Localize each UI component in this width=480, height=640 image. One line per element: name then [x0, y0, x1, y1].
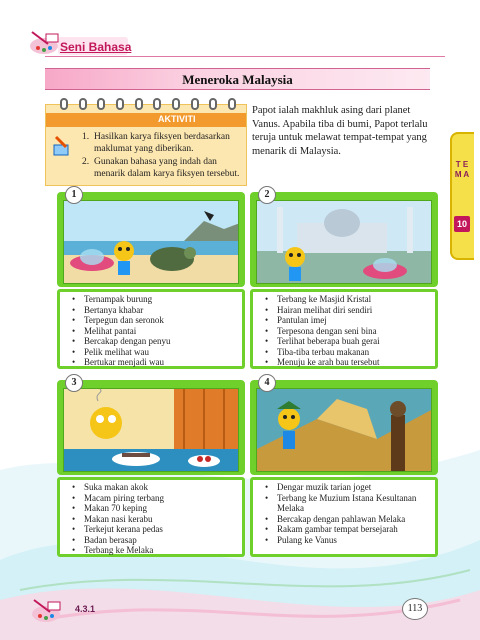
ring-icon: [135, 98, 143, 110]
art-palette-icon: [28, 28, 64, 56]
section-label: Seni Bahasa: [60, 40, 132, 54]
list-item: • Terpesona dengan seni bina: [265, 326, 431, 337]
activity-item-text: Hasilkan karya fiksyen berdasarkan maklumat yang diberikan.: [94, 132, 230, 154]
story-panel-2: [250, 189, 438, 372]
list-item: • Macam piring terbang: [72, 493, 238, 504]
page-number: 113: [402, 598, 428, 620]
list-item: • Terbang ke Masjid Kristal: [265, 294, 431, 305]
panel-bullets: [250, 289, 438, 369]
tema-tab[interactable]: [450, 132, 474, 260]
activity-item-number: 1.: [82, 132, 90, 142]
standard-code: 4.3.1: [75, 604, 96, 614]
list-item: • Terlihat beberapa buah gerai: [265, 336, 431, 347]
panel-number: 4: [258, 374, 276, 392]
panel-bullets: [57, 289, 245, 369]
ring-icon: [153, 98, 161, 110]
list-item: • Pantulan imej: [265, 315, 431, 326]
notebook-rings: [60, 98, 236, 110]
panel-number: 3: [65, 374, 83, 392]
list-item: • Terbang ke Melaka: [72, 545, 238, 556]
art-palette-icon: [30, 596, 66, 624]
list-item: • Bercakap dengan penyu: [72, 336, 238, 347]
tema-label: T E M A: [454, 160, 470, 179]
list-item: • Terkejut kerana pedas: [72, 524, 238, 535]
list-item: • Bertanya khabar: [72, 305, 238, 316]
tema-number: 10: [454, 216, 470, 232]
activity-heading-bar: [46, 113, 246, 127]
activity-item-number: 2.: [82, 157, 90, 167]
header-divider: [45, 56, 445, 57]
ring-icon: [97, 98, 105, 110]
list-item: • Ternampak burung: [72, 294, 238, 305]
activity-item: [82, 131, 242, 155]
panel-illustration-beach: [63, 200, 239, 284]
list-item: • Bertukar menjadi wau: [72, 357, 238, 368]
ring-icon: [209, 98, 217, 110]
panel-illustration-museum: [256, 388, 432, 472]
story-panel-4: [250, 377, 438, 560]
list-item: • Suka makan akok: [72, 482, 238, 493]
story-panel-1: [57, 189, 245, 372]
page-title: Meneroka Malaysia: [182, 72, 293, 87]
panel-bullets: [57, 477, 245, 557]
list-item: • Makan 70 keping: [72, 503, 238, 514]
ring-icon: [191, 98, 199, 110]
story-panel-3: [57, 377, 245, 560]
ring-icon: [116, 98, 124, 110]
list-item: • Badan berasap: [72, 535, 238, 546]
activity-box: [45, 104, 247, 186]
panel-illustration-mosque: [256, 200, 432, 284]
list-item: • Dengar muzik tarian joget: [265, 482, 431, 493]
list-item: • Makan nasi kerabu: [72, 514, 238, 525]
list-item: • Terpegun dan seronok: [72, 315, 238, 326]
pencil-icon: [52, 135, 70, 157]
panel-number: 1: [65, 186, 83, 204]
activity-heading: AKTIVITI: [158, 114, 196, 124]
ring-icon: [228, 98, 236, 110]
ring-icon: [79, 98, 87, 110]
panel-illustration-food: [63, 388, 239, 472]
activity-item-text: Gunakan bahasa yang indah dan menarik dalam karya fiksyen tersebut.: [94, 157, 240, 179]
ring-icon: [60, 98, 68, 110]
list-item: • Tiba-tiba terbau makanan: [265, 347, 431, 358]
list-item: • Hairan melihat diri sendiri: [265, 305, 431, 316]
list-item: • Pelik melihat wau: [72, 347, 238, 358]
list-item: • Bercakap dengan pahlawan Melaka: [265, 514, 431, 525]
activity-list: [82, 131, 242, 181]
intro-paragraph: Papot ialah makhluk asing dari planet Vanus. Apabila tiba di bumi, Papot terlalu teruja untuk melawat tempat-tempat yang menarik di Malaysia.: [252, 105, 428, 157]
activity-item: [82, 156, 242, 180]
list-item: • Menuju ke arah bau tersebut: [265, 357, 431, 368]
list-item: • Terbang ke Muzium Istana Kesultanan Melaka: [265, 493, 431, 514]
panel-bullets: [250, 477, 438, 557]
list-item: • Melihat pantai: [72, 326, 238, 337]
title-banner: [45, 68, 430, 90]
ring-icon: [172, 98, 180, 110]
list-item: • Pulang ke Vanus: [265, 535, 431, 546]
panel-number: 2: [258, 186, 276, 204]
list-item: • Rakam gambar tempat bersejarah: [265, 524, 431, 535]
